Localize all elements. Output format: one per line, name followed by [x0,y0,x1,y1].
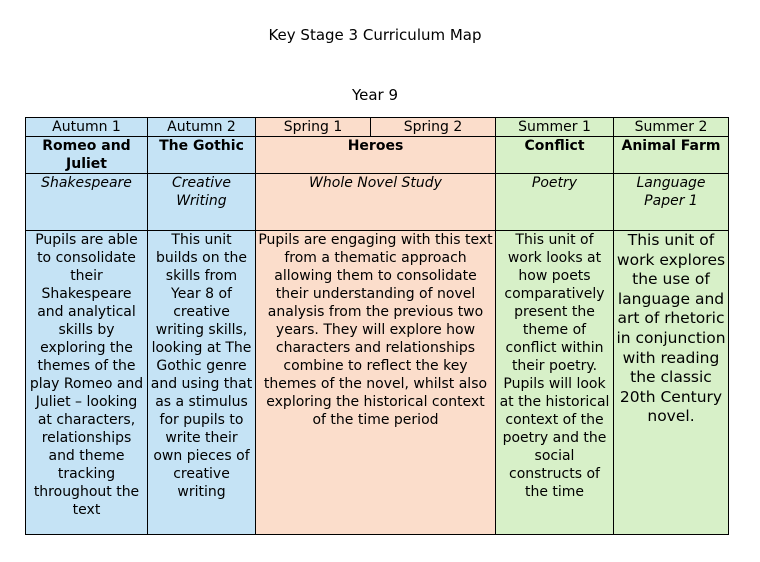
unit-name-row [26,137,729,174]
unit-description-summer-1: This unit of work looks at how poets comparatively present the theme of conflict within their poetry. Pupils will look at the historical context of the poetry and the social constructs of the time [496,231,614,535]
unit-name-autumn-2: The Gothic [148,137,256,174]
unit-description-autumn-2: This unit builds on the skills from Year 8 of creative writing skills, looking at The Gothic genre and using that as a stimulus for pupils to write their own pieces of creative writing [148,231,256,535]
unit-type-autumn-1: Shakespeare [26,174,148,231]
unit-name-summer-1: Conflict [496,137,614,174]
unit-name-summer-2: Animal Farm [614,137,729,174]
unit-description-spring: Pupils are engaging with this text from a thematic approach allowing them to consolidate their understanding of novel analysis from the previous two years. They will explore how characters and relationships combine to reflect the key themes of the novel, whilst also exploring the historical context of the time period [256,231,496,535]
unit-description-autumn-1: Pupils are able to consolidate their Shakespeare and analytical skills by exploring the themes of the play Romeo and Juliet – looking at characters, relationships and theme tracking throughout the text [26,231,148,535]
term-summer-2: Summer 2 [614,118,729,137]
term-header-row [26,118,729,137]
term-summer-1: Summer 1 [496,118,614,137]
term-autumn-2: Autumn 2 [148,118,256,137]
unit-description-row [26,231,729,535]
unit-description-summer-2: This unit of work explores the use of language and art of rhetoric in conjunction with reading the classic 20th Century novel. [614,231,729,535]
term-autumn-1: Autumn 1 [26,118,148,137]
unit-type-row [26,174,729,231]
unit-type-summer-1: Poetry [496,174,614,231]
unit-name-spring: Heroes [256,137,496,174]
year-heading: Year 9 [351,86,399,104]
page-title: Key Stage 3 Curriculum Map [268,26,482,44]
unit-name-autumn-1: Romeo and Juliet [26,137,148,174]
unit-type-spring: Whole Novel Study [256,174,496,231]
curriculum-table [25,117,729,535]
term-spring-2: Spring 2 [371,118,496,137]
term-spring-1: Spring 1 [256,118,371,137]
unit-type-summer-2: Language Paper 1 [614,174,729,231]
unit-type-autumn-2: Creative Writing [148,174,256,231]
